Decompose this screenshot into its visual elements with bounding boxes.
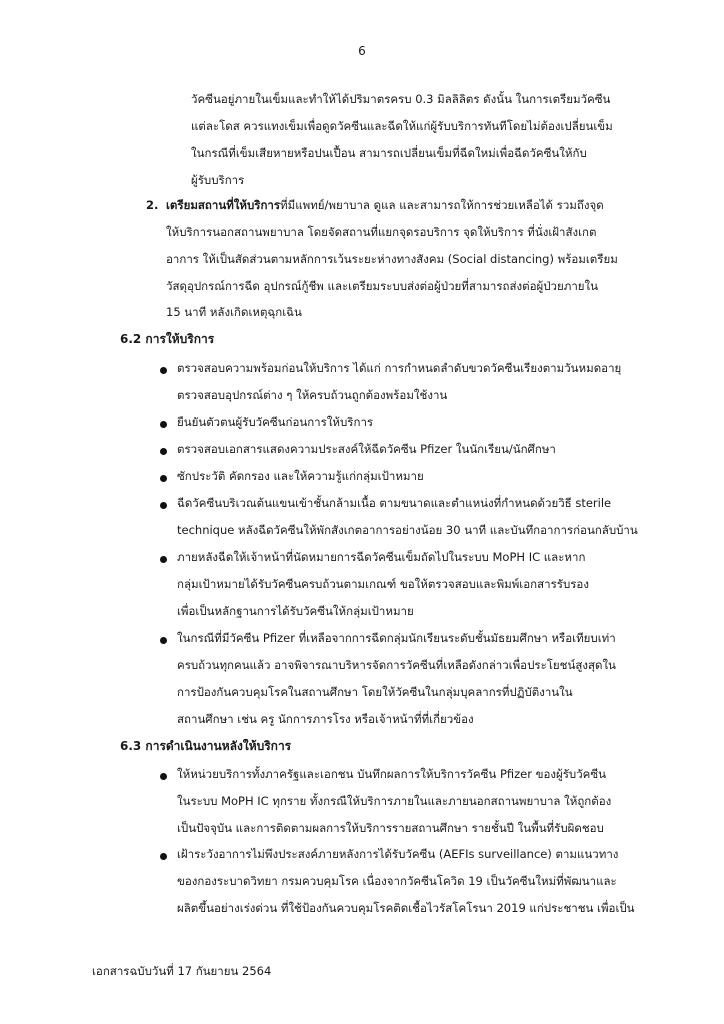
bullet-line: ฉีดวัคซีนบริเวณต้นแขนเข้าชั้นกล้ามเนื้อ ตามขนาดและตำแหน่งที่กำหนดด้วยวิธี sterile bbox=[177, 496, 612, 510]
bullet-line: ครบถ้วนทุกคนแล้ว อาจพิจารณาบริหารจัดการวัคซีนที่เหลือดังกล่าวเพื่อประโยชน์สูงสุดใน bbox=[177, 658, 616, 672]
bullet-line: ของกองระบาดวิทยา กรมควบคุมโรค เนื่องจากวัคซีนโควิด 19 เป็นวัคซีนใหม่ที่พัฒนาและ bbox=[177, 874, 617, 888]
bullet-icon bbox=[160, 421, 167, 428]
bullet-line: ตรวจสอบความพร้อมก่อนให้บริการ ได้แก่ การกำหนดลำดับขวดวัคซีนเรียงตามวันหมดอายุ bbox=[177, 361, 622, 375]
bullet-line: ตรวจสอบเอกสารแสดงความประสงค์ให้ฉีดวัคซีน Pfizer ในนักเรียน/นักศึกษา bbox=[177, 442, 556, 456]
document-footer-date: เอกสารฉบับวันที่ 17 กันยายน 2564 bbox=[92, 964, 272, 978]
bullet-icon bbox=[160, 367, 167, 374]
item2-first-line bbox=[166, 197, 604, 213]
bullet-line: กลุ่มเป้าหมายได้รับวัคซีนครบถ้วนตามเกณฑ์ ขอให้ตรวจสอบและพิมพ์เอกสารรับรอง bbox=[177, 577, 589, 591]
bullet-icon bbox=[160, 637, 167, 644]
paragraph-line: ในกรณีที่เข็มเสียหายหรือปนเปื้อน สามารถเปลี่ยนเข็มที่ฉีดใหม่เพื่อฉีดวัคซีนให้กับ bbox=[191, 146, 587, 160]
bullet-line: เฝ้าระวังอาการไม่พึงประสงค์ภายหลังการได้รับวัคซีน (AEFIs surveillance) ตามแนวทาง bbox=[177, 847, 619, 861]
bullet-icon bbox=[160, 502, 167, 509]
bullet-icon bbox=[160, 556, 167, 563]
bullet-line: สถานศึกษา เช่น ครู นักการภารโรง หรือเจ้าหน้าที่ที่เกี่ยวข้อง bbox=[177, 712, 474, 726]
item2-bold-label: เตรียมสถานที่ให้บริการ bbox=[166, 198, 281, 212]
paragraph-line: วัสดุอุปกรณ์การฉีด อุปกรณ์กู้ชีพ และเตรียมระบบส่งต่อผู้ป่วยที่สามารถส่งต่อผู้ป่วยภายใน bbox=[166, 279, 598, 293]
bullet-line: technique หลังฉีดวัคซีนให้พักสังเกตอาการอย่างน้อย 30 นาที และบันทึกอาการก่อนกลับบ้าน bbox=[177, 523, 638, 537]
bullet-line: ให้หน่วยบริการทั้งภาครัฐและเอกชน บันทึกผลการให้บริการวัคซีน Pfizer ของผู้รับวัคซีน bbox=[177, 767, 607, 781]
section-heading-6-2: 6.2 การให้บริการ bbox=[120, 332, 215, 346]
bullet-line: การป้องกันควบคุมโรคในสถานศึกษา โดยให้วัคซีนในกลุ่มบุคลากรที่ปฏิบัติงานใน bbox=[177, 685, 573, 699]
paragraph-line: ผู้รับบริการ bbox=[191, 173, 245, 187]
paragraph-line: ให้บริการนอกสถานพยาบาล โดยจัดสถานที่แยกจุดรอบริการ จุดให้บริการ ที่นั่งเฝ้าสังเกต bbox=[166, 225, 597, 239]
bullet-line: ผลิตขึ้นอย่างเร่งด่วน ที่ใช้ป้องกันควบคุมโรคติดเชื้อไวรัสโคโรนา 2019 แก่ประชาชน เพื่อเป็น bbox=[177, 901, 635, 915]
paragraph-line: วัคซีนอยู่ภายในเข็มและทำให้ได้ปริมาตรครบ 0.3 มิลลิลิตร ดังนั้น ในการเตรียมวัคซีน bbox=[191, 92, 611, 106]
bullet-line: ซักประวัติ คัดกรอง และให้ความรู้แก่กลุ่มเป้าหมาย bbox=[177, 469, 424, 483]
bullet-line: เพื่อเป็นหลักฐานการได้รับวัคซีนให้กลุ่มเป้าหมาย bbox=[177, 604, 414, 618]
bullet-icon bbox=[160, 853, 167, 860]
paragraph-line: อาการ ให้เป็นสัดส่วนตามหลักการเว้นระยะห่างทางสังคม (Social distancing) พร้อมเตรียม bbox=[166, 252, 618, 266]
bullet-line: ในระบบ MoPH IC ทุกราย ทั้งกรณีให้บริการภายในและภายนอกสถานพยาบาล ให้ถูกต้อง bbox=[177, 794, 612, 808]
paragraph-line: 15 นาที หลังเกิดเหตุฉุกเฉิน bbox=[166, 305, 302, 319]
section-heading-6-3: 6.3 การดำเนินงานหลังให้บริการ bbox=[120, 739, 292, 753]
item-number: 2. bbox=[146, 198, 159, 212]
item2-first-rest: ที่มีแพทย์/พยาบาล ดูแล และสามารถให้การช่วยเหลือได้ รวมถึงจุด bbox=[280, 198, 604, 212]
page-number: 6 bbox=[358, 44, 366, 58]
bullet-line: ตรวจสอบอุปกรณ์ต่าง ๆ ให้ครบถ้วนถูกต้องพร้อมใช้งาน bbox=[177, 388, 448, 402]
bullet-icon bbox=[160, 448, 167, 455]
bullet-line: ยืนยันตัวตนผู้รับวัคซีนก่อนการให้บริการ bbox=[177, 415, 374, 429]
paragraph-line: แต่ละโดส ควรแทงเข็มเพื่อดูดวัคซีนและฉีดให้แก่ผู้รับบริการทันทีโดยไม่ต้องเปลี่ยนเข็ม bbox=[191, 119, 613, 133]
bullet-line: เป็นปัจจุบัน และการติดตามผลการให้บริการรายสถานศึกษา รายชั้นปี ในพื้นที่รับผิดชอบ bbox=[177, 821, 604, 835]
bullet-line: ภายหลังฉีดให้เจ้าหน้าที่นัดหมายการฉีดวัคซีนเข็มถัดไปในระบบ MoPH IC และหาก bbox=[177, 550, 586, 564]
bullet-icon bbox=[160, 475, 167, 482]
bullet-line: ในกรณีที่มีวัคซีน Pfizer ที่เหลือจากการฉีดกลุ่มนักเรียนระดับชั้นมัธยมศึกษา หรือเทียบเท่า bbox=[177, 631, 616, 645]
bullet-icon bbox=[160, 773, 167, 780]
